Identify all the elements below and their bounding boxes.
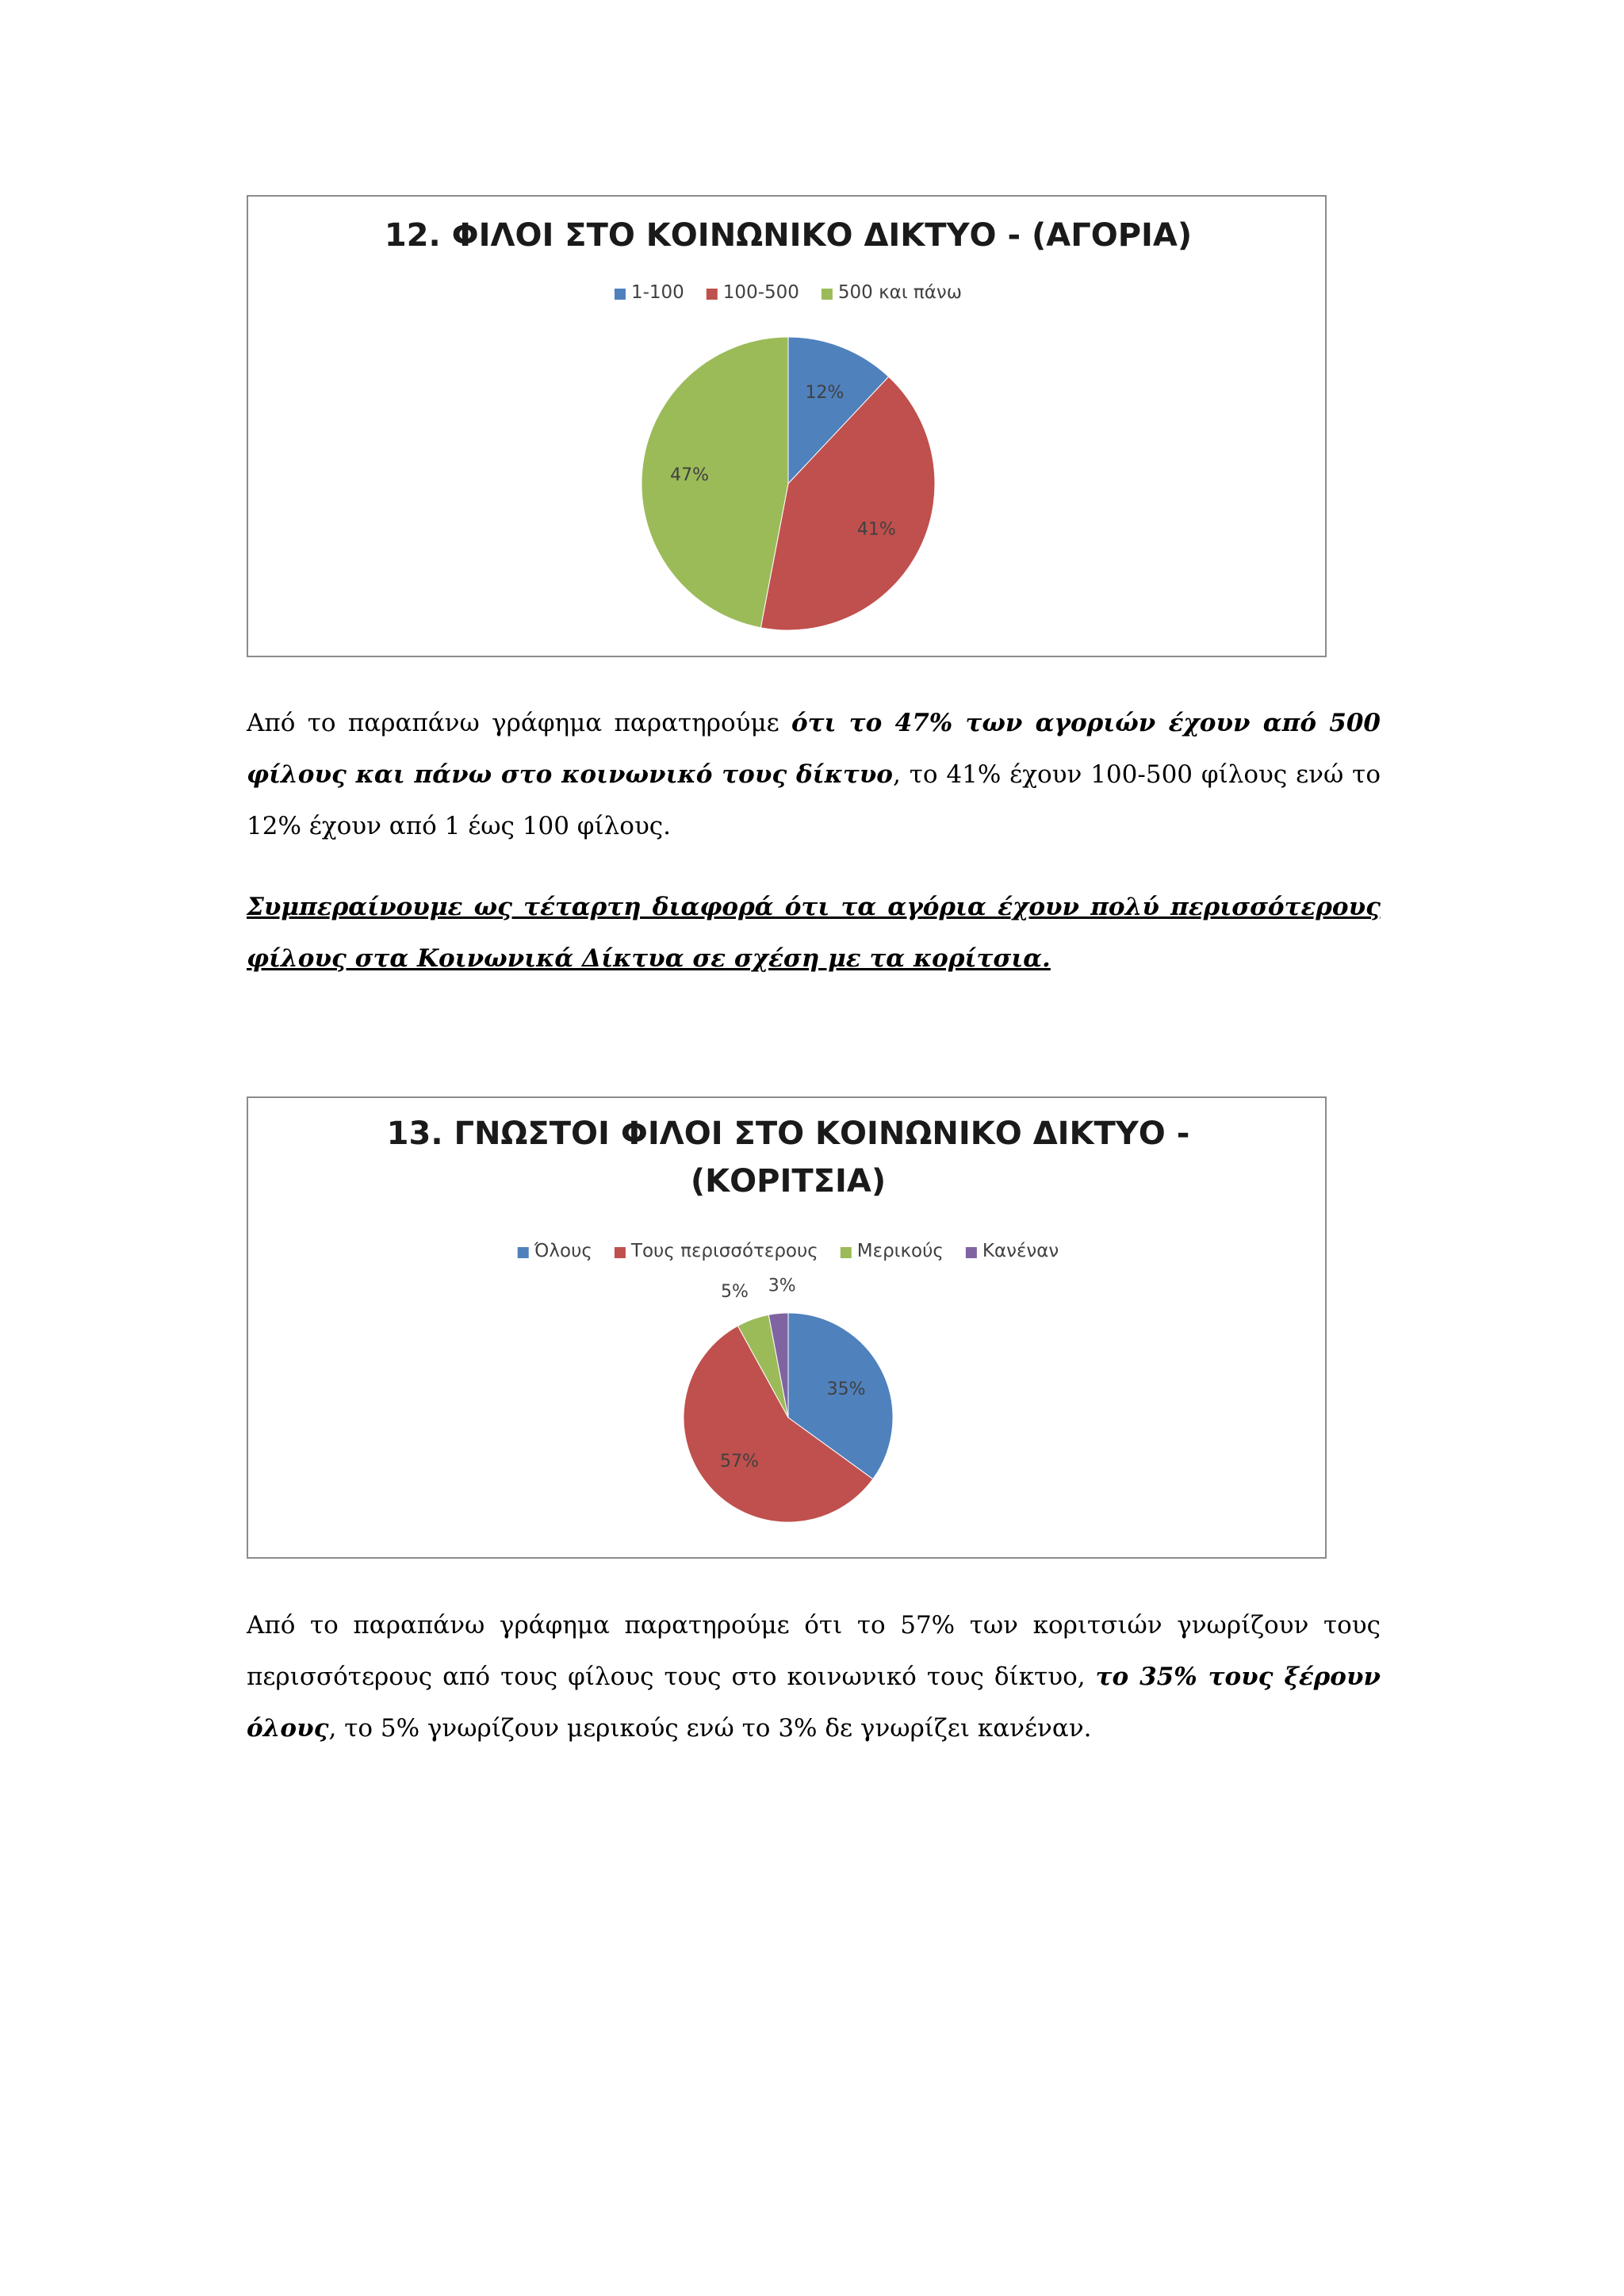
chart-title: 12. ΦΙΛΟΙ ΣΤΟ ΚΟΙΝΩΝΙΚΟ ΔΙΚΤΥΟ - (ΑΓΟΡΙΑ) [384, 217, 1193, 254]
chart-girls-known-friends [247, 1096, 1327, 1559]
chart-boys-friends [247, 195, 1327, 657]
paragraph-text: , το 41% έχουν 100-500 φίλους ενώ το 12% έχουν από 1 έως 100 φίλους. [247, 760, 1381, 840]
chart-boys-svg [248, 197, 1328, 659]
legend-item-μερικούς: Μερικούς [856, 1241, 944, 1261]
chart-legend [615, 282, 962, 303]
legend-item-όλους: Όλους [534, 1241, 592, 1261]
legend-swatch [615, 1247, 626, 1258]
paragraph-emphasis: το 35% τους ξέρουν όλους [247, 1663, 1381, 1743]
paragraph-text: , το 5% γνωρίζουν μερικούς ενώ το 3% δε γνωρίζει κανέναν. [328, 1714, 1092, 1743]
chart-legend [518, 1241, 1059, 1261]
chart-title-line-2: (ΚΟΡΙΤΣΙΑ) [690, 1163, 887, 1200]
legend-swatch [707, 289, 718, 300]
legend-item-κανέναν: Κανέναν [982, 1241, 1059, 1261]
paragraph-text: Από το παραπάνω γράφημα παρατηρούμε ότι το 57% των κοριτσιών γνωρίζουν τους περισσότερους από τους φίλους τους στο κοινωνικό τους δίκτυο, [247, 1611, 1381, 1691]
legend-item-1-100: 1-100 [630, 282, 684, 303]
data-label-κανέναν: 3% [768, 1276, 796, 1296]
conclusion-emphasis: Συμπεραίνουμε ως τέταρτη διαφορά ότι τα αγόρια έχουν πολύ περισσότερους φίλους στα Κοινωνικά Δίκτυα σε σχέση με τα κορίτσια. [247, 893, 1381, 973]
paragraph-girls-observation [247, 1600, 1381, 1755]
legend-swatch [615, 289, 626, 300]
paragraph-boys-observation [247, 698, 1381, 852]
legend-item-100-500: 100-500 [722, 282, 799, 303]
data-label-1-100: 12% [805, 382, 845, 403]
paragraph-emphasis: ότι το 47% των αγοριών έχουν από 500 φίλους και πάνω στο κοινωνικό τους δίκτυο [247, 709, 1381, 789]
legend-swatch [841, 1247, 852, 1258]
chart-girls-svg [248, 1098, 1328, 1560]
pie-slices [684, 1313, 893, 1522]
data-label-όλους: 35% [826, 1379, 866, 1399]
legend-item-τους-περισσότερους: Τους περισσότερους [630, 1241, 818, 1261]
legend-swatch [966, 1247, 977, 1258]
legend-item-500-και-πάνω: 500 και πάνω [837, 282, 963, 303]
paragraph-text: Από το παραπάνω γράφημα παρατηρούμε [247, 709, 791, 737]
legend-swatch [822, 289, 833, 300]
data-label-τους-περισσότερους: 57% [720, 1452, 759, 1472]
data-label-100-500: 41% [856, 519, 896, 540]
data-label-μερικούς: 5% [720, 1282, 749, 1303]
pie-slice-500-και-πάνω [642, 337, 788, 628]
data-label-500-και-πάνω: 47% [670, 465, 710, 486]
legend-swatch [518, 1247, 529, 1258]
chart-title-line-1: 13. ΓΝΩΣΤΟΙ ΦΙΛΟΙ ΣΤΟ ΚΟΙΝΩΝΙΚΟ ΔΙΚΤΥΟ - [386, 1115, 1190, 1152]
conclusion-text [247, 882, 1381, 985]
